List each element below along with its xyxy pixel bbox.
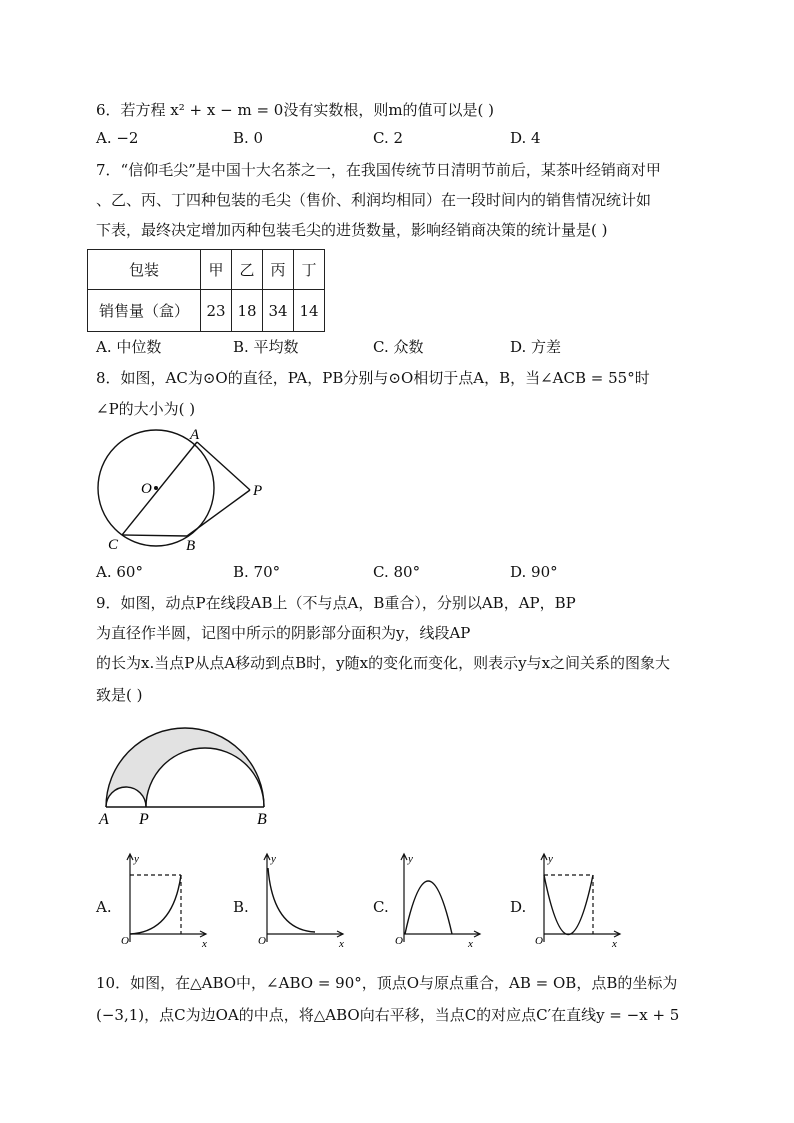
q7-option-c: C. 众数 [373, 338, 424, 356]
q9-graph-label-b: B. [233, 898, 249, 916]
label-a: A [99, 811, 109, 828]
tangent-pb [187, 490, 250, 536]
q6-option-b: B. 0 [233, 129, 264, 147]
center-dot [154, 486, 158, 490]
q8-circle-figure [90, 425, 270, 555]
q6-option-d: D. 4 [510, 129, 541, 147]
table-col-yi: 乙 [232, 250, 263, 290]
table-col-ding: 丁 [294, 250, 325, 290]
table-col-jia: 甲 [201, 250, 232, 290]
q8-option-b: B. 70° [233, 563, 281, 581]
table-header-packaging: 包装 [88, 250, 201, 290]
q7-line-3: 下表，最终决定增加丙种包装毛尖的进货数量，影响经销商决策的统计量是( ) [96, 221, 608, 239]
q9-graph-label-a: A. [96, 898, 112, 916]
sales-table [87, 249, 325, 332]
q9-graph-b [255, 852, 345, 952]
svg-text:y: y [134, 853, 139, 865]
q9-line-3: 的长为x.当点P从点A移动到点B时，y随x的变化而变化，则表示y与x之间关系的图象大 [96, 654, 671, 672]
q9-semicircle-figure [98, 725, 278, 830]
q9-graph-a [118, 852, 208, 952]
q7-option-b: B. 平均数 [233, 338, 299, 356]
q7-option-a: A. 中位数 [96, 338, 162, 356]
svg-text:x: x [202, 938, 207, 950]
svg-text:x: x [612, 938, 617, 950]
label-a: A [190, 427, 200, 443]
q9-graph-c [392, 852, 482, 952]
svg-text:y: y [271, 853, 276, 865]
label-b: B [257, 811, 267, 828]
svg-text:y: y [408, 853, 413, 865]
svg-text:O: O [121, 935, 129, 947]
table-col-bing: 丙 [263, 250, 294, 290]
q7-line-1: 7．“信仰毛尖”是中国十大名茶之一，在我国传统节日清明节前后，某茶叶经销商对甲 [96, 161, 661, 179]
table-cell-jia: 23 [201, 290, 232, 332]
q10-line-1: 10．如图，在△ABO中，∠ABO = 90°，顶点O与原点重合，AB = OB，点B的坐标为 [96, 974, 678, 992]
svg-text:O: O [395, 935, 403, 947]
q7-option-d: D. 方差 [510, 338, 562, 356]
q8-option-d: D. 90° [510, 563, 558, 581]
q10-line-2: (−3,1)，点C为边OA的中点，将△ABO向右平移，当点C的对应点C′在直线y = −x + 5 [96, 1006, 680, 1024]
q7-line-2: 、乙、丙、丁四种包装的毛尖（售价、利润均相同）在一段时间内的销售情况统计如 [96, 191, 652, 209]
svg-text:O: O [258, 935, 266, 947]
label-c: C [108, 537, 119, 553]
svg-text:y: y [548, 853, 553, 865]
label-p: P [139, 811, 149, 828]
q8-option-a: A. 60° [96, 563, 143, 581]
q9-graph-d [532, 852, 622, 952]
tangent-pa [197, 442, 250, 490]
q8-line-2: ∠P的大小为( ) [96, 400, 196, 418]
label-p: P [253, 483, 263, 499]
table-header-sales: 销售量（盒） [88, 290, 201, 332]
q6-option-c: C. 2 [373, 129, 404, 147]
shaded-region [106, 728, 264, 807]
q9-line-2: 为直径作半圆，记图中所示的阴影部分面积为y，线段AP [96, 624, 471, 642]
diameter-ac [122, 442, 197, 535]
q9-line-1: 9．如图，动点P在线段AB上（不与点A，B重合），分别以AB，AP，BP [96, 594, 576, 612]
table-cell-ding: 14 [294, 290, 325, 332]
q8-line-1: 8．如图，AC为⊙O的直径，PA，PB分别与⊙O相切于点A，B，当∠ACB = 55°时 [96, 369, 650, 387]
label-b: B [186, 538, 196, 554]
q6-option-a: A. −2 [96, 129, 139, 147]
svg-text:x: x [339, 938, 344, 950]
q9-graph-label-d: D. [510, 898, 527, 916]
table-cell-yi: 18 [232, 290, 263, 332]
q9-graph-label-c: C. [373, 898, 389, 916]
q8-option-c: C. 80° [373, 563, 421, 581]
svg-text:O: O [535, 935, 543, 947]
label-o: O [141, 481, 152, 497]
table-cell-bing: 34 [263, 290, 294, 332]
chord-cb [122, 535, 187, 536]
svg-text:x: x [468, 938, 473, 950]
q9-line-4: 致是( ) [96, 686, 143, 704]
q6-stem: 6．若方程 x² + x − m = 0没有实数根，则m的值可以是( ) [96, 101, 495, 119]
